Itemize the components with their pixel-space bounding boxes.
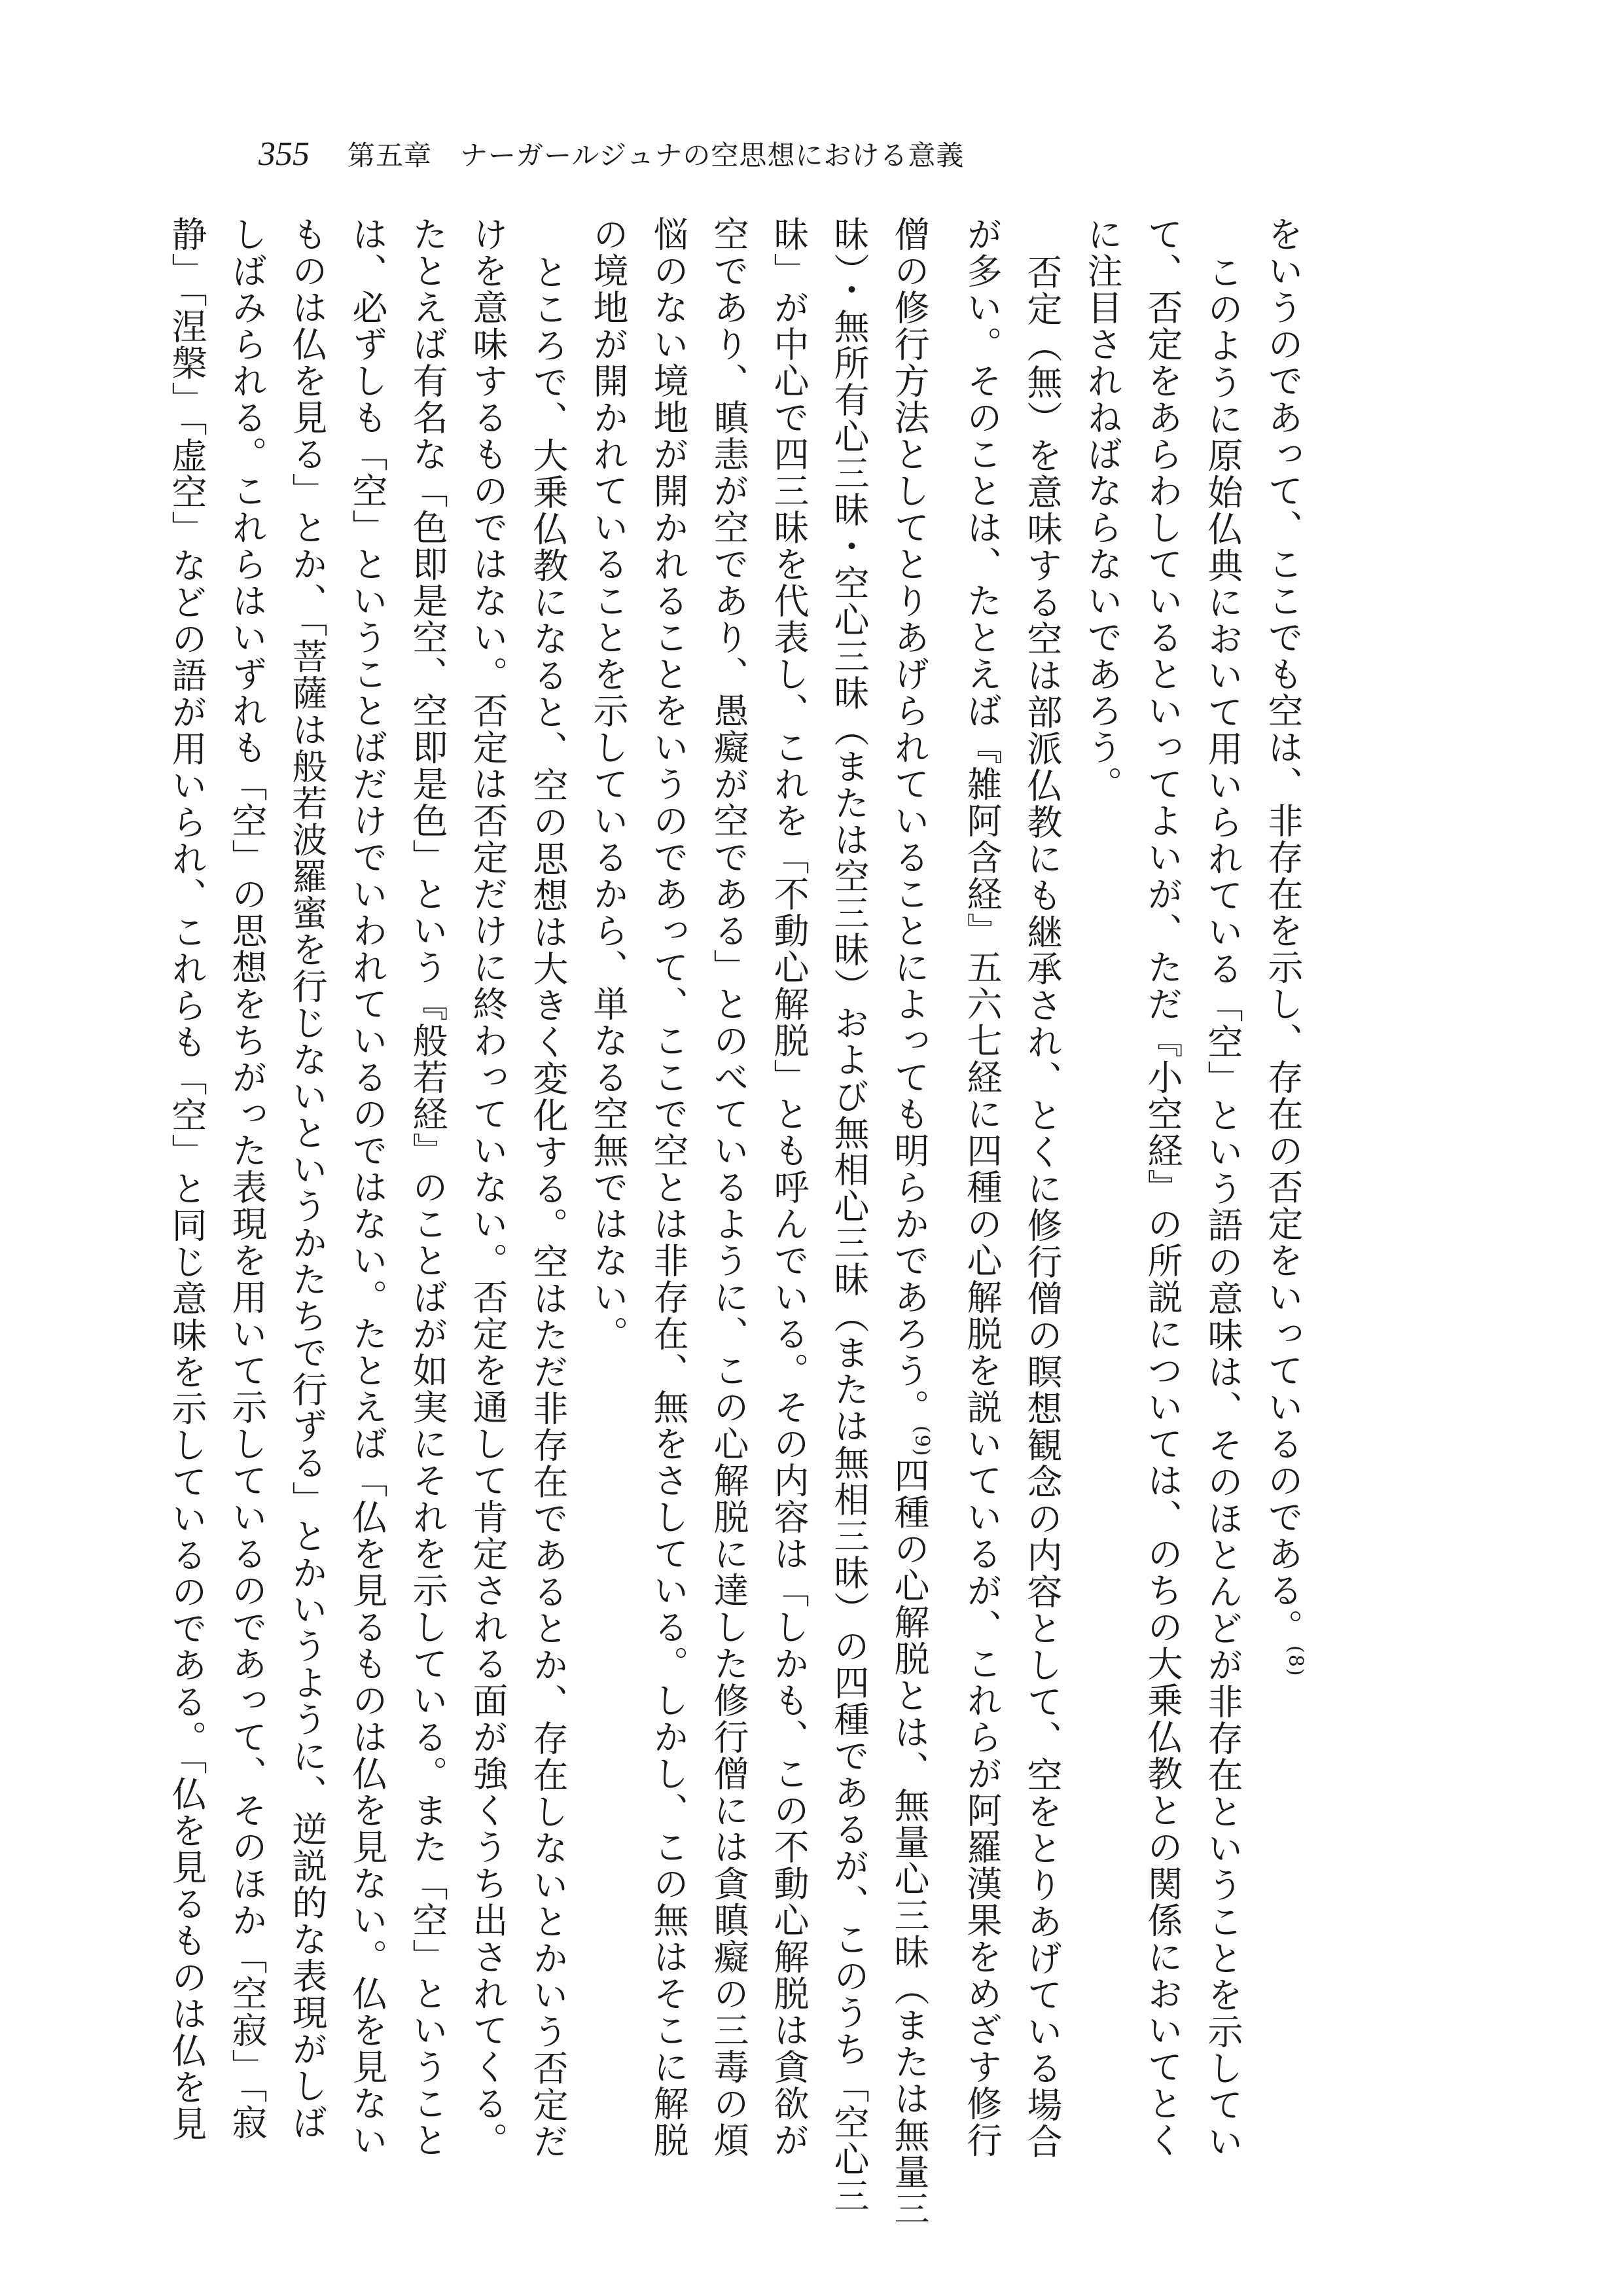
text-line [1253, 216, 1325, 2127]
text-line [518, 216, 578, 2160]
text-line [277, 216, 337, 2141]
text-line [879, 216, 952, 2227]
text-line-content: 悩のない境地が開かれることをいうのであって、ここで空とは非存在、無をさしている。しかし、この無はそこに解脱 [648, 216, 689, 2159]
text-line [397, 216, 457, 2159]
text-line [337, 216, 397, 2159]
text-line [698, 216, 758, 2159]
text-line-content: このように原始仏典において用いられている「空」という語の意味は、そのほとんどが非存在ということを示してい [1202, 254, 1243, 2160]
text-line-content: ものは仏を見る」とか、「菩薩は般若波羅蜜を行じないというかたちで行ずる」とかいうように、逆説的な表現がしば [287, 216, 328, 2141]
text-line-content: しばみられる。これらはいずれも「空」の思想をちがった表現を用いて示しているのであって、そのほか「空寂」「寂 [226, 216, 268, 2141]
text-line [819, 216, 879, 2214]
text-line [1192, 216, 1253, 2160]
text-line-content: たとえば有名な「色即是空、空即是色」という『般若経』のことばが如実にそれを示している。また「空」ということ [407, 216, 448, 2159]
text-line-content: ところで、大乗仏教になると、空の思想は大きく変化する。空はただ非存在であるとか、存在しないとかいう否定だ [527, 254, 569, 2160]
text-line [156, 216, 217, 2142]
page-header [259, 134, 964, 180]
text-line-content: に注目されねばならないであろう。 [1082, 216, 1123, 802]
text-line-content: 否定（無）を意味する空は部派仏教にも継承され、とくに修行僧の瞑想観念の内容として、空をとりあげている場合 [1022, 254, 1063, 2160]
text-line-content: の境地が開かれていることを示しているから、単なる空無ではない。 [588, 216, 629, 1352]
footnote-reference: (9) [910, 1426, 933, 1458]
text-line-content: は、必ずしも「空」ということばだけでいわれているのではない。たとえば「仏を見るものは仏を見ない。仏を見ない [347, 216, 388, 2159]
text-line-content: 昧」が中心で四三昧を代表し、これを「不動心解脱」とも呼んでいる。その内容は「しかも、この不動心解脱は貪欲が [768, 216, 810, 2159]
running-title: 第五章 ナーガールジュナの空思想における意義 [348, 139, 965, 171]
text-line [1012, 216, 1072, 2160]
vertical-body-text [156, 216, 1325, 2227]
text-line-content: 空であり、瞋恚が空であり、愚癡が空である」とのべているように、この心解脱に達した修行僧には貪瞋癡の三毒の煩 [708, 216, 749, 2159]
text-line [217, 216, 277, 2141]
text-line [578, 216, 638, 2127]
footnote-reference: (8) [1284, 1645, 1307, 1677]
text-line-content: 昧）・無所有心三昧・空心三昧（または空三昧）および無相心三昧（または無相三昧）の四種であるが、このうち「空心三 [829, 216, 870, 2214]
text-line-content: 静」「涅槃」「虚空」などの語が用いられ、これらも「空」と同じ意味を示しているのである。「仏を見るものは仏を見 [166, 216, 207, 2142]
text-line-content: けを意味するものではない。否定は否定だけに終わっていない。否定を通して肯定される面が強くうち出されてくる。 [467, 216, 508, 2159]
text-line [1072, 216, 1132, 2127]
text-line [1132, 216, 1192, 2159]
text-line [758, 216, 819, 2159]
text-line-content: をいうのであって、ここでも空は、非存在を示し、存在の否定をいっているのである。 [1262, 216, 1304, 1645]
text-line [638, 216, 698, 2159]
page-number: 355 [259, 135, 310, 173]
text-line-continuation: 四種の心解脱とは、無量心三昧（または無量三 [889, 1457, 930, 2227]
text-line-content: が多い。そのことは、たとえば『雑阿含経』五六七経に四種の心解脱を説いているが、これらが阿羅漢果をめざす修行 [961, 216, 1003, 2159]
text-line-content: 僧の修行方法としてとりあげられていることによっても明らかであろう。 [889, 216, 930, 1426]
text-line [952, 216, 1012, 2159]
text-line-content: て、否定をあらわしているといってよいが、ただ『小空経』の所説については、のちの大乗仏教との関係においてとく [1142, 216, 1183, 2159]
text-line [457, 216, 518, 2159]
